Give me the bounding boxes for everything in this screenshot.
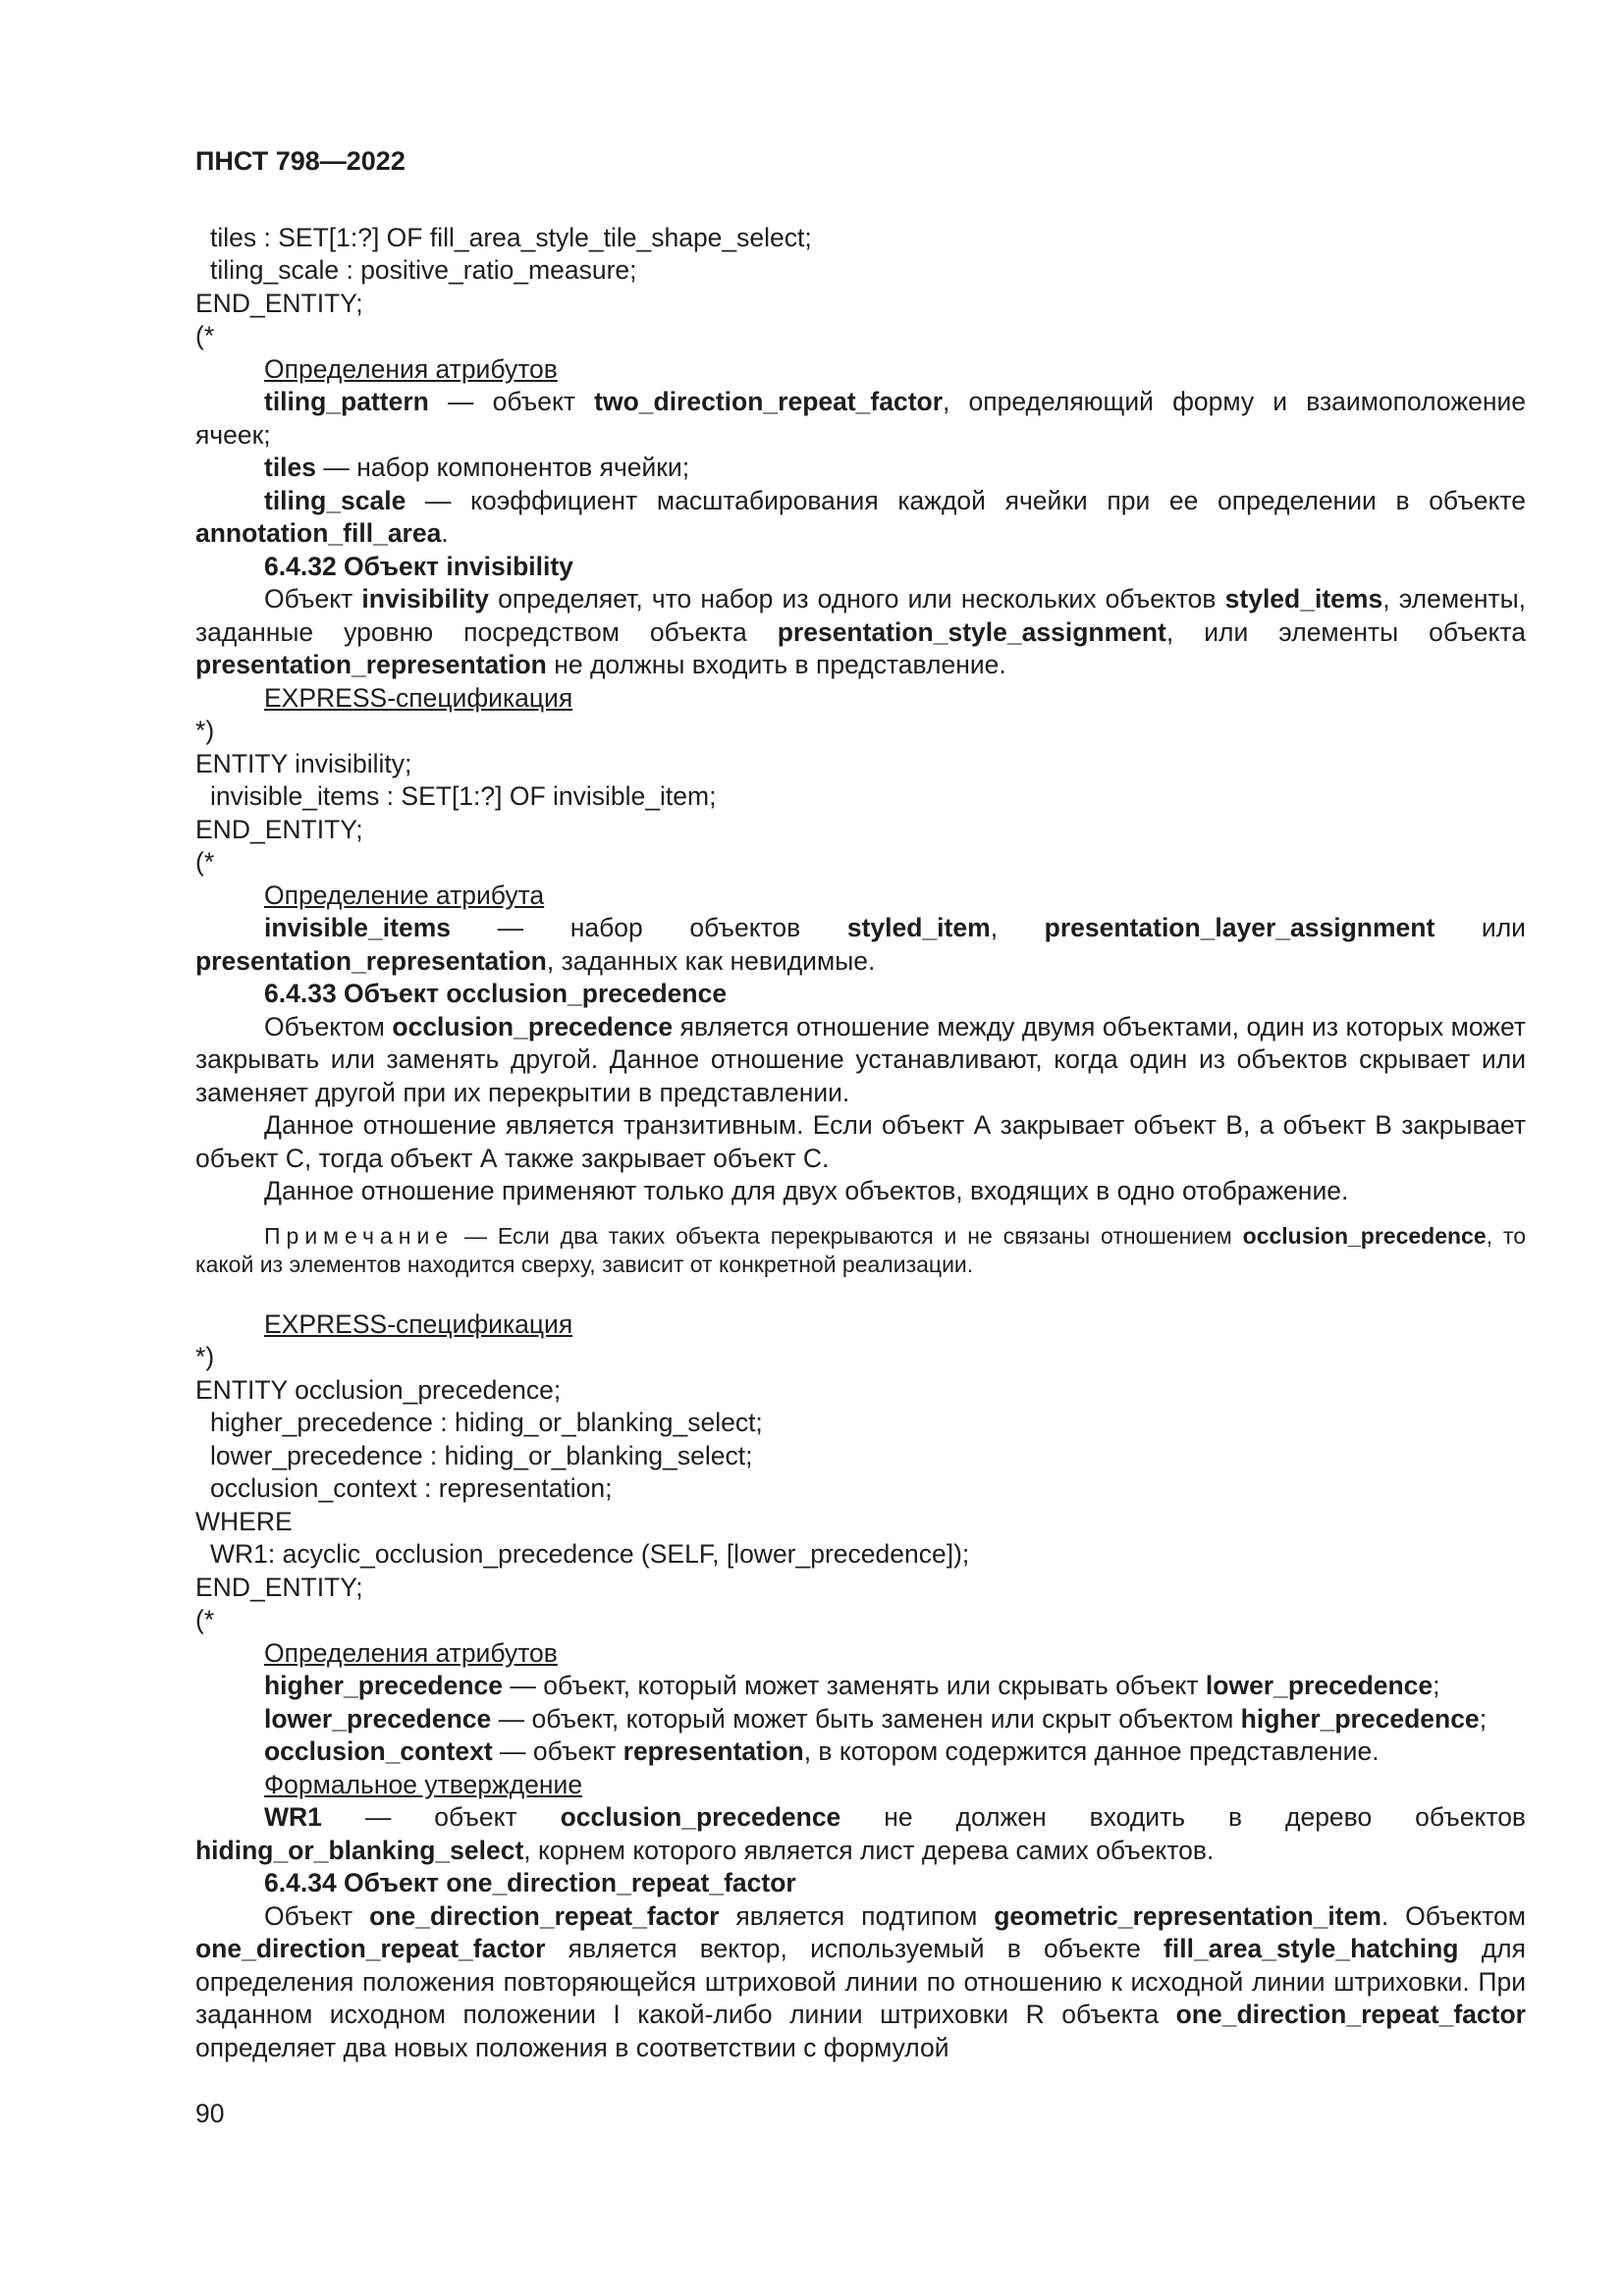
code-line: lower_precedence : hiding_or_blanking_select;	[210, 1440, 753, 1470]
attribute-lower-precedence: lower_precedence — объект, который может быть заменен или скрыт объектом higher_precedence;	[264, 1703, 1488, 1734]
note-label: Примечание	[264, 1222, 455, 1249]
code-line: (*	[195, 321, 215, 350]
attribute-tiling-scale: tiling_scale — коэффициент масштабирования каждой ячейки при ее определении в объекте annotation_fill_area.	[195, 485, 1526, 548]
code-line: occlusion_context : representation;	[210, 1473, 613, 1503]
attribute-invisible-items: invisible_items — набор объектов styled_item, presentation_layer_assignment или presentation_representation, заданных как невидимые.	[195, 913, 1526, 976]
code-line: WHERE	[195, 1506, 293, 1536]
code-line: *)	[195, 1342, 215, 1371]
express-heading: EXPRESS-спецификация	[264, 1308, 573, 1339]
attributes-heading: Определения атрибутов	[264, 353, 558, 384]
document-page	[195, 145, 1526, 2131]
paragraph-invisibility: Объект invisibility определяет, что набор из одного или нескольких объектов styled_items, элементы, заданные уровню посредством объекта presentation_style_assignment, или элементы объекта presentation_representation не должны входить в представление.	[195, 584, 1526, 679]
formal-statement-heading: Формальное утверждение	[264, 1769, 583, 1799]
code-line: (*	[195, 847, 215, 877]
code-line: *)	[195, 716, 215, 745]
code-line: (*	[195, 1605, 215, 1634]
section-heading-6-4-33: 6.4.33 Объект occlusion_precedence	[264, 979, 728, 1008]
code-line: ENTITY occlusion_precedence;	[195, 1374, 562, 1405]
code-line: END_ENTITY;	[195, 288, 363, 318]
code-line: END_ENTITY;	[195, 1572, 363, 1602]
paragraph-one-direction: Объект one_direction_repeat_factor является подтипом geometric_representation_item. Объектом one_direction_repeat_factor является вектор, используемый в объекте fill_area_style_hatching для определения положения повторяющейся штриховой линии по отношению к исходной линии штриховки. При заданном исходном положении I какой-либо линии штриховки R объекта one_direction_repeat_factor определяет два новых положения в соответствии с формулой	[195, 1900, 1526, 2062]
code-line: tiles : SET[1:?] OF fill_area_style_tile_shape_select;	[210, 222, 812, 252]
note: Примечание — Если два таких объекта перекрываются и не связаны отношением occlusion_precedence, то какой из элементов находится сверху, зависит от конкретной реализации.	[195, 1222, 1526, 1277]
section-heading-6-4-34: 6.4.34 Объект one_direction_repeat_factor	[264, 1868, 796, 1897]
section-heading-6-4-32: 6.4.32 Объект invisibility	[264, 551, 573, 581]
code-line: tiling_scale : positive_ratio_measure;	[210, 255, 637, 285]
rule-wr1: WR1 — объект occlusion_precedence не должен входить в дерево объектов hiding_or_blanking_select, корнем которого является лист дерева самих объектов.	[195, 1802, 1527, 1865]
code-line: higher_precedence : hiding_or_blanking_select;	[210, 1408, 763, 1437]
code-line: END_ENTITY;	[195, 814, 363, 844]
attributes-heading: Определения атрибутов	[264, 1637, 558, 1668]
attribute-heading: Определение атрибута	[264, 880, 545, 910]
code-line: invisible_items : SET[1:?] OF invisible_item;	[210, 781, 717, 811]
attribute-tiling-pattern: tiling_pattern — объект two_direction_repeat_factor, определяющий форму и взаимоположение ячеек;	[195, 387, 1526, 450]
express-heading: EXPRESS-спецификация	[264, 682, 573, 713]
attribute-tiles: tiles — набор компонентов ячейки;	[264, 453, 690, 482]
paragraph-occlusion: Объектом occlusion_precedence является отношение между двумя объектами, один из которых может закрывать или заменять другой. Данное отношение устанавливают, когда один из объектов скрывает или заменяет другой при их перекрытии в представлении.	[195, 1011, 1527, 1107]
code-line: ENTITY invisibility;	[195, 748, 412, 778]
page-number: 90	[195, 2099, 225, 2128]
paragraph-two-objects: Данное отношение применяют только для двух объектов, входящих в одно отображение.	[264, 1176, 1349, 1205]
attribute-occlusion-context: occlusion_context — объект representation, в котором содержится данное представление.	[264, 1736, 1380, 1766]
paragraph-transitive: Данное отношение является транзитивным. Если объект А закрывает объект В, а объект В закрывает объект С, тогда объект А также закрывает объект С.	[195, 1110, 1526, 1173]
code-line: WR1: acyclic_occlusion_precedence (SELF, [lower_precedence]);	[210, 1539, 970, 1569]
attribute-higher-precedence: higher_precedence — объект, который может заменять или скрывать объект lower_precedence;	[264, 1671, 1440, 1700]
document-header: ПНСТ 798—2022	[195, 146, 406, 176]
